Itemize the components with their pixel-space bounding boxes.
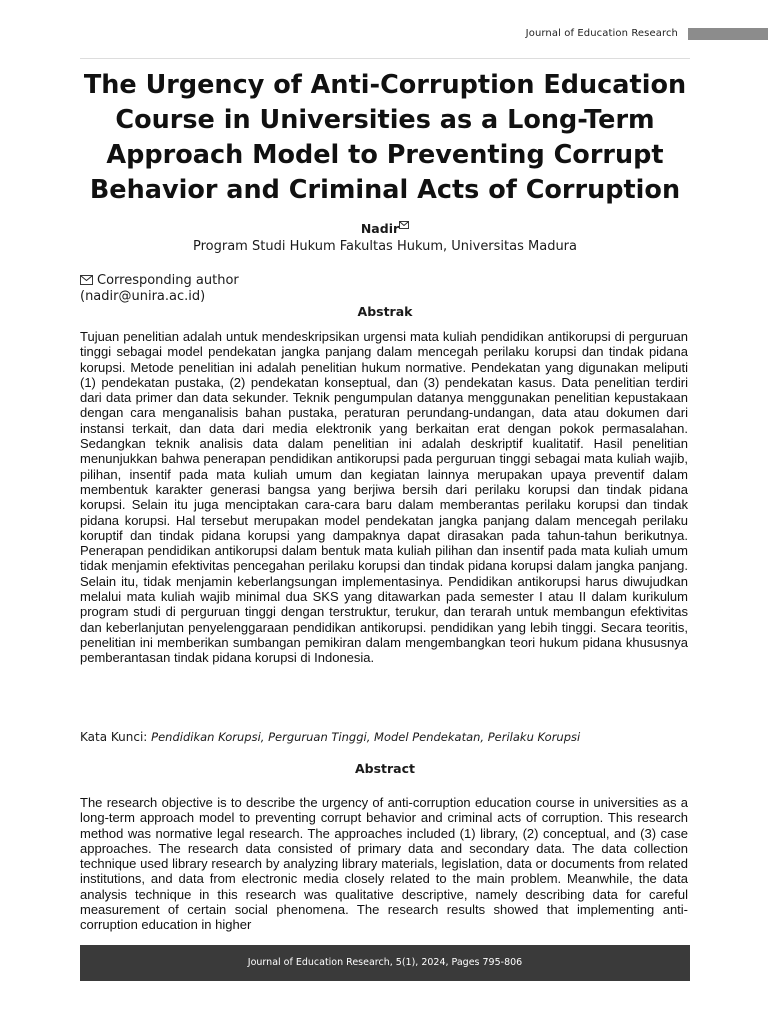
envelope-icon <box>399 221 409 232</box>
header-rule <box>80 58 690 59</box>
author-name: Nadir <box>360 221 400 236</box>
corresponding-label: Corresponding author <box>97 273 239 288</box>
abstrak-text: Tujuan penelitian adalah untuk mendeskripsikan urgensi mata kuliah pendidikan antikorupsi di perguruan tinggi sebagai model pendekatan jangka panjang dalam mencegah perilaku korupsi dan tindak pidana korupsi. Metode penelitian ini adalah penelitian hukum normative. Pendekatan yang digunakan meliputi (1) pendekatan pustaka, (2) pendekatan konseptual, dan (3) pendekatan kasus. Data penelitian terdiri dari data primer dan data sekunder. Teknik pengumpulan datanya menggunakan penelitian kepustakaan dengan cara menganalisis bahan pustaka, peraturan perundang-undangan, data atau dokumen dari instansi terkait, dan data dari media elektronik yang berkaitan erat dengan pokok permasalahan. Sedangkan teknik analisis data dalam penelitian ini adalah deskriptif kualitatif. Hasil penelitian menunjukkan bahwa penerapan pendidikan antikorupsi pada perguruan tinggi sebagai mata kuliah wajib, pilihan, insentif pada mata kuliah umum dan kegiatan lainnya merupakan upaya preventif dalam membentuk karakter generasi bangsa yang berjiwa bersih dari perilaku korupsi dan tindak pidana korupsi. Selain itu juga menciptakan cara-cara baru dalam memberantas perilaku korupsi dan tindak pidana korupsi. Hal tersebut merupakan model pendekatan jangka panjang dalam mencegah perilaku koruptif dan tindak pidana korupsi yang dampaknya dapat dirasakan pada tahun-tahun berikutnya. Penerapan pendidikan antikorupsi dalam bentuk mata kuliah pilihan dan insentif pada mata kuliah umum tidak menjamin efektivitas pencegahan perilaku korupsi dan tindak pidana korupsi dalam jangka panjang. Selain itu, tidak menjamin keberlangsungan implementasinya. Pendidikan antikorupsi harus diwujudkan melalui mata kuliah wajib minimal dua SKS yang ditawarkan pada semester I atau II dalam kurikulum program studi di perguruan tinggi dengan terstruktur, terukur, dan terarah untuk membangun efektivitas dan keberlanjutan penyelenggaraan pendidikan antikorupsi. pendidikan yang lebih tinggi. Secara teoritis, penelitian ini memberikan sumbangan pemikiran dalam mengembangkan teori hukum pidana khususnya pemberantasan tindak pidana korupsi di Indonesia. <box>80 329 688 666</box>
abstrak-heading: Abstrak <box>357 304 413 319</box>
journal-name: Journal of Education Research <box>525 28 678 39</box>
keywords-label: Kata Kunci: <box>80 730 152 744</box>
keywords-values: Pendidikan Korupsi, Perguruan Tinggi, Model Pendekatan, Perilaku Korupsi <box>151 730 581 744</box>
envelope-icon <box>80 273 93 290</box>
keywords-line <box>80 730 690 744</box>
abstract-heading: Abstract <box>354 761 416 776</box>
corresponding-email[interactable]: (nadir@unira.ac.id) <box>80 289 206 304</box>
footer-bar <box>80 945 690 981</box>
abstract-text: The research objective is to describe the urgency of anti-corruption education course in universities as a long-term approach model to preventing corrupt behavior and criminal acts of corruption. This research method was normative legal research. The approaches included (1) library, (2) conceptual, and (3) case approaches. The research data consisted of primary data and secondary data. The data collection technique used library research by analyzing library materials, legislation, data or documents from related institutions, and data from electronic media closely related to the main problem. Meanwhile, the data analysis technique in this research was qualitative descriptive, namely describing data for careful measurement of certain social phenomena. The research results showed that implementing anti-corruption education in higher <box>80 795 688 933</box>
footer-citation: Journal of Education Research, 5(1), 2024, Pages 795-806 <box>247 957 523 968</box>
paper-title: The Urgency of Anti-Corruption Education Course in Universities as a Long-Term Approach Model to Preventing Corrupt Behavior and Criminal Acts of Corruption <box>83 70 687 205</box>
corresponding-author-note <box>80 272 239 290</box>
author-affiliation: Program Studi Hukum Fakultas Hukum, Universitas Madura <box>193 239 577 254</box>
header-accent-bar <box>688 28 768 40</box>
author-line <box>80 221 690 236</box>
